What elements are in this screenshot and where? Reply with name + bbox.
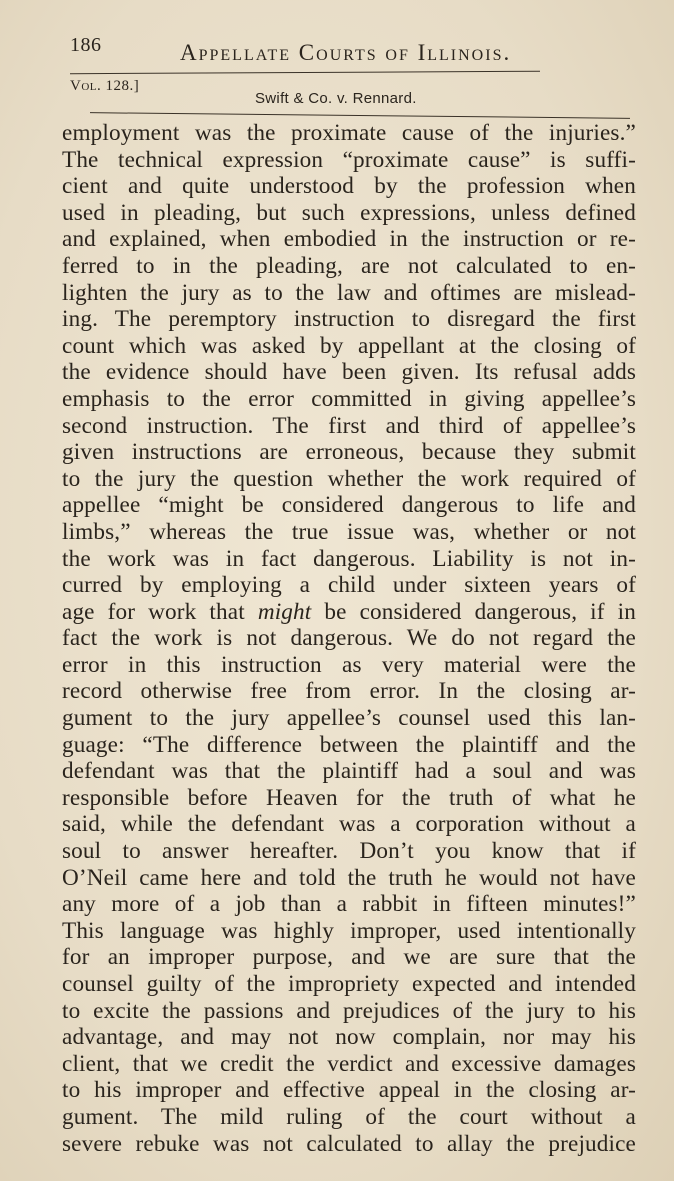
text-line: soul to answer hereafter. Don’t you know that if [62,838,636,865]
text-line: second instruction. The first and third of appellee’s [62,412,636,439]
text-line: emphasis to the error committed in giving appellee’s [62,385,636,412]
volume-label: Vol. [70,78,102,94]
text-line: responsible before Heaven for the truth of what he [62,784,636,811]
text-line: any more of a job than a rabbit in fifteen minutes!” [62,891,636,918]
text-line: The technical expression “proximate cause” is suffi- [62,146,636,173]
text-line: ing. The peremptory instruction to disregard the first [62,306,636,333]
text-line: counsel guilty of the impropriety expected and intended [62,971,636,997]
text-line: curred by employing a child under sixteen years of [62,572,636,599]
text-line: gument to the jury appellee’s counsel used this lan- [62,705,636,732]
text-line: for an improper purpose, and we are sure that the [62,944,636,971]
text-line: client, that we credit the verdict and excessive damages [62,1050,636,1077]
page-number: 186 [70,34,102,56]
text-line: severe rebuke was not calculated to allay the prejudice [62,1130,636,1157]
text-line: advantage, and may not now complain, nor may his [62,1024,636,1051]
text-line: This language was highly improper, used intentionally [62,917,636,944]
text-line: limbs,” whereas the true issue was, whether or not [62,518,636,545]
volume-number: 128.] [105,78,140,94]
text-line: to his improper and effective appeal in the closing ar- [62,1077,636,1104]
text-line: cient and quite understood by the profession when [62,173,636,200]
text-line: fact the work is not dangerous. We do not regard the [62,625,636,652]
case-title: Swift & Co. v. Rennard. [255,90,417,107]
case-title-rule [90,112,630,119]
text-line: age for work that might be considered dangerous, if in [62,598,636,625]
text-line: O’Neil came here and told the truth he would not have [62,864,636,891]
page-header-title: Appellate Courts of Illinois. [180,40,512,65]
text-line: and explained, when embodied in the instruction or re- [62,226,636,253]
emphasis: might [257,598,312,625]
text-line: gument. The mild ruling of the court without a [62,1103,636,1130]
text-line: to excite the passions and prejudices of the jury to his [62,997,636,1024]
text-line: record otherwise free from error. In the closing ar- [62,678,636,705]
text-line: used in pleading, but such expressions, unless defined [62,199,636,226]
text-line: the work was in fact dangerous. Liability is not in- [62,545,636,572]
text-line: said, while the defendant was a corporation without a [62,811,636,838]
text-line: count which was asked by appellant at the closing of [62,332,636,359]
text-line: to the jury the question whether the work required of [62,465,636,492]
text-line: guage: “The difference between the plaintiff and the [62,731,636,758]
text-line: lighten the jury as to the law and oftimes are mislead- [62,279,636,306]
text-line: ferred to in the pleading, are not calculated to en- [62,252,636,279]
text-line: appellee “might be considered dangerous to life and [62,492,636,519]
text-line: defendant was that the plaintiff had a soul and was [62,758,636,785]
running-head [70,34,550,74]
text-line: employment was the proximate cause of the injuries.” [62,120,636,146]
text-line: the evidence should have been given. Its refusal adds [62,359,636,386]
volume-reference [70,78,139,95]
opinion-text [62,120,636,1157]
text-line: given instructions are erroneous, because they submit [62,439,636,466]
text-line: error in this instruction as very material were the [62,651,636,678]
